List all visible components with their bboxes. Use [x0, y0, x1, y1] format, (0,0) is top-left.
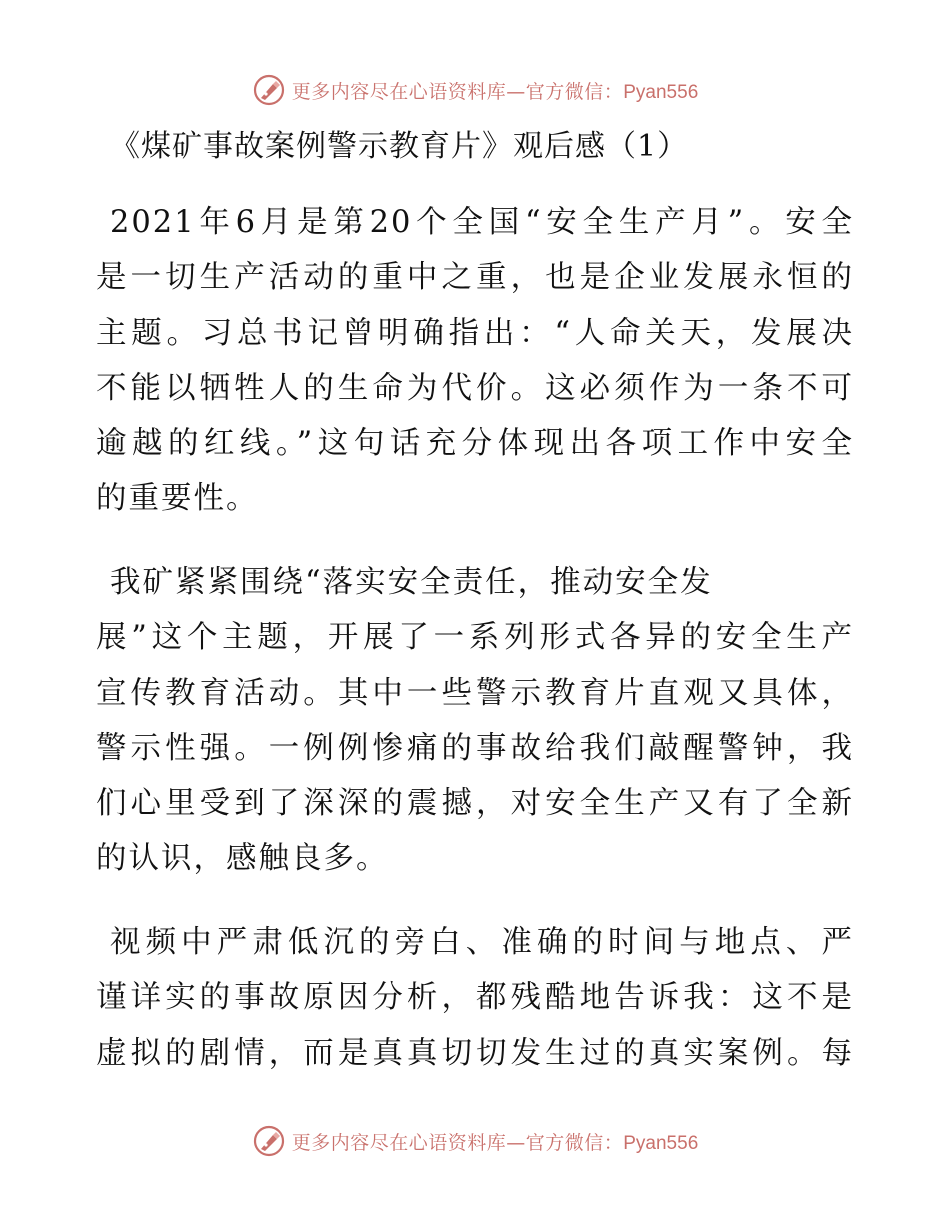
- paragraph-line: 逾越的红线。”这句话充分体现出各项工作中安全: [96, 426, 854, 462]
- pen-nib-logo-icon: [252, 73, 286, 107]
- paragraph-line: 的重要性。: [96, 481, 259, 517]
- paragraph-line: 宣传教育活动。其中一些警示教育片直观又具体，: [96, 675, 854, 711]
- paragraph-line: 主题。习总书记曾明确指出：“人命关天，发展决: [96, 315, 854, 351]
- paragraph-line: 是一切生产活动的重中之重，也是企业发展永恒的: [96, 260, 854, 296]
- document-title: 《煤矿事故案例警示教育片》观后感（1）: [110, 129, 689, 164]
- paragraph-line: 虚拟的剧情，而是真真切切发生过的真实案例。每: [96, 1035, 854, 1071]
- pen-nib-logo-icon: [252, 1124, 286, 1158]
- watermark-handle: Pyan556: [623, 81, 699, 103]
- paragraph-line: 视频中严肃低沉的旁白、准确的时间与地点、严: [110, 925, 854, 960]
- paragraph-2: [96, 555, 854, 887]
- paragraph-3: [96, 915, 854, 1081]
- watermark-banner-top: [0, 70, 950, 110]
- paragraph-line: 我矿紧紧围绕“落实安全责任，推动安全发: [110, 565, 713, 600]
- watermark-handle: Pyan556: [623, 1132, 699, 1154]
- paragraph-line: 们心里受到了深深的震撼，对安全生产又有了全新: [96, 786, 854, 822]
- paragraph-line: 2021年6月是第20个全国“安全生产月”。安全: [110, 205, 854, 240]
- paragraph-line: 展”这个主题，开展了一系列形式各异的安全生产: [96, 620, 854, 656]
- paragraph-1: [96, 195, 854, 527]
- paragraph-line: 不能以牺牲人的生命为代价。这必须作为一条不可: [96, 370, 854, 406]
- watermark-text: 更多内容尽在心语资料库—官方微信：Pyan556: [291, 80, 699, 103]
- paragraph-line: 谨详实的事故原因分析，都残酷地告诉我：这不是: [96, 980, 854, 1016]
- watermark-text: 更多内容尽在心语资料库—官方微信：Pyan556: [291, 1131, 699, 1154]
- paragraph-line: 警示性强。一例例惨痛的事故给我们敲醒警钟，我: [96, 730, 854, 766]
- paragraph-line: 的认识，感触良多。: [96, 841, 389, 877]
- watermark-banner-bottom: [0, 1121, 950, 1161]
